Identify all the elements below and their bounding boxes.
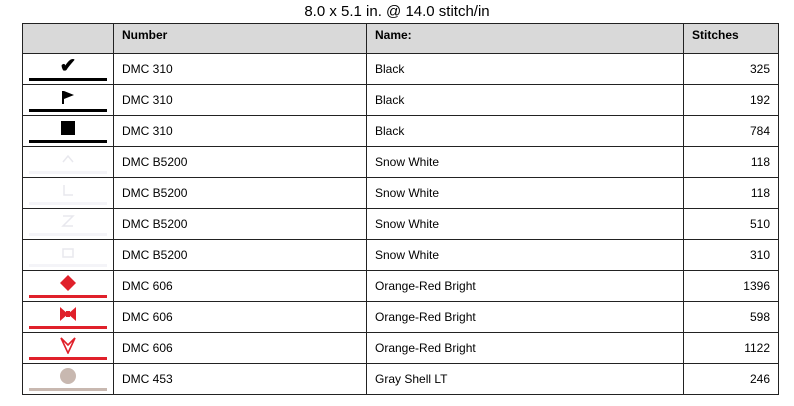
table-row: [23, 333, 779, 364]
name-cell: Black: [367, 54, 684, 85]
stitches-cell: 118: [684, 147, 779, 178]
table-row: [23, 271, 779, 302]
symbol-cell: [23, 333, 114, 364]
color-swatch-bar: [29, 140, 107, 143]
symbol-cell: [23, 54, 114, 85]
number-cell: DMC B5200: [114, 178, 367, 209]
faint-caret-icon: [23, 150, 113, 168]
stitches-cell: 1396: [684, 271, 779, 302]
color-swatch-bar: [29, 202, 107, 205]
symbol-cell: [23, 209, 114, 240]
table-row: [23, 54, 779, 85]
square-icon: [23, 119, 113, 137]
number-cell: DMC 606: [114, 302, 367, 333]
faint-corner-icon: [23, 181, 113, 199]
v-arrow-icon: [23, 336, 113, 354]
faint-z-icon: [23, 212, 113, 230]
stitches-cell: 598: [684, 302, 779, 333]
check-icon: ✔: [59, 55, 77, 77]
symbol-cell: [23, 364, 114, 395]
number-cell: DMC 310: [114, 54, 367, 85]
symbol-cell: [23, 85, 114, 116]
circle-icon: [23, 367, 113, 385]
number-cell: DMC 310: [114, 116, 367, 147]
header-number: Number: [114, 24, 367, 54]
name-cell: Snow White: [367, 178, 684, 209]
name-cell: Gray Shell LT: [367, 364, 684, 395]
table-row: [23, 147, 779, 178]
symbol-cell: [23, 147, 114, 178]
table-row: [23, 178, 779, 209]
table-header-row: [23, 24, 779, 54]
table-row: [23, 209, 779, 240]
symbol-cell: [23, 240, 114, 271]
table-row: [23, 302, 779, 333]
header-stitches: Stitches: [684, 24, 779, 54]
number-cell: DMC B5200: [114, 240, 367, 271]
table-row: [23, 240, 779, 271]
name-cell: Black: [367, 85, 684, 116]
number-cell: DMC B5200: [114, 209, 367, 240]
symbol-cell: [23, 302, 114, 333]
faint-box-icon: [23, 243, 113, 261]
stitches-cell: 246: [684, 364, 779, 395]
table-row: [23, 364, 779, 395]
color-swatch-bar: [29, 326, 107, 329]
color-swatch-bar: [29, 295, 107, 298]
name-cell: Orange-Red Bright: [367, 302, 684, 333]
header-symbol: [23, 24, 114, 54]
name-cell: Black: [367, 116, 684, 147]
header-name: Name:: [367, 24, 684, 54]
chart-title: 8.0 x 5.1 in. @ 14.0 stitch/in: [304, 3, 490, 20]
name-cell: Snow White: [367, 147, 684, 178]
number-cell: DMC 606: [114, 333, 367, 364]
name-cell: Orange-Red Bright: [367, 271, 684, 302]
color-swatch-bar: [29, 109, 107, 112]
number-cell: DMC 453: [114, 364, 367, 395]
bowtie-icon: [23, 305, 113, 323]
symbol-cell: [23, 271, 114, 302]
number-cell: DMC 310: [114, 85, 367, 116]
diamond-icon: [23, 274, 113, 292]
color-swatch-bar: [29, 357, 107, 360]
table-row: [23, 116, 779, 147]
symbol-cell: [23, 116, 114, 147]
symbol-cell: [23, 178, 114, 209]
name-cell: Snow White: [367, 240, 684, 271]
name-cell: Orange-Red Bright: [367, 333, 684, 364]
color-swatch-bar: [29, 388, 107, 391]
stitches-cell: 784: [684, 116, 779, 147]
number-cell: DMC B5200: [114, 147, 367, 178]
color-swatch-bar: [29, 264, 107, 267]
color-swatch-bar: [29, 233, 107, 236]
number-cell: DMC 606: [114, 271, 367, 302]
flag-icon: [23, 88, 113, 106]
color-swatch-bar: [29, 78, 107, 81]
stitches-cell: 118: [684, 178, 779, 209]
stitches-cell: 192: [684, 85, 779, 116]
stitches-cell: 325: [684, 54, 779, 85]
table-row: [23, 85, 779, 116]
stitches-cell: 510: [684, 209, 779, 240]
floss-table: [22, 23, 779, 395]
name-cell: Snow White: [367, 209, 684, 240]
stitches-cell: 310: [684, 240, 779, 271]
color-swatch-bar: [29, 171, 107, 174]
stitches-cell: 1122: [684, 333, 779, 364]
